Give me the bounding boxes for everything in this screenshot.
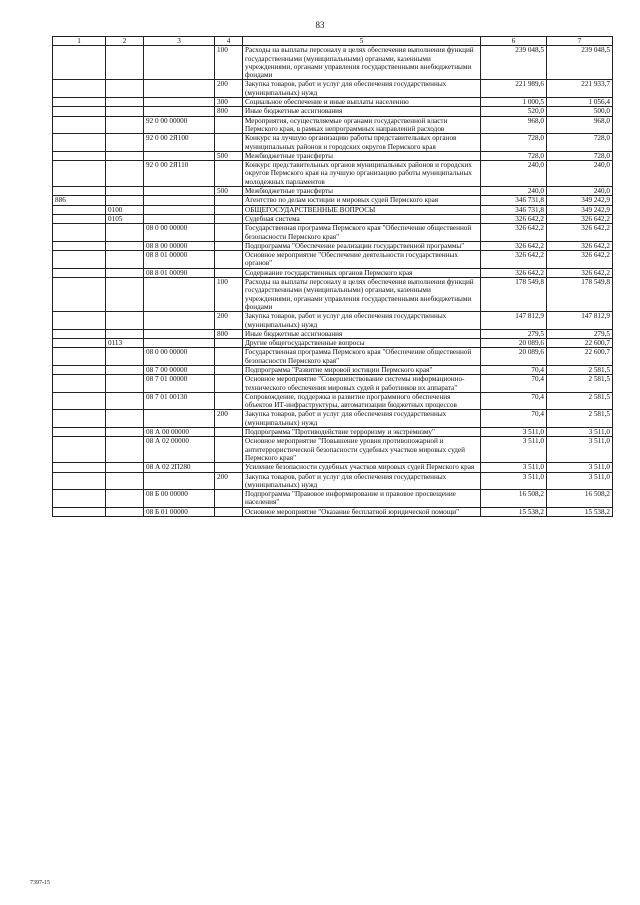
item-name-cell: Мероприятия, осуществляемые органами государственной власти Пермского края, в рамках непрограммных направлений расходов <box>243 116 481 134</box>
ministry-code-cell <box>53 392 106 410</box>
target-article-cell <box>144 107 215 116</box>
amount-year1-cell: 326 642,2 <box>481 224 547 242</box>
ministry-code-cell <box>53 339 106 348</box>
target-article-cell: 08 А 00 00000 <box>144 428 215 437</box>
header-cell: 2 <box>106 37 144 46</box>
amount-year1-cell: 240,0 <box>481 161 547 187</box>
item-name-cell: Конкурс на лучшую организацию работы представительных органов муниципальных районов и городских округов Пермского края <box>243 134 481 152</box>
item-name-cell: Государственная программа Пермского края "Обеспечение общественной безопасности Пермского края" <box>243 224 481 242</box>
target-article-cell <box>144 205 215 214</box>
expense-type-cell <box>215 251 243 269</box>
amount-year2-cell: 22 600,7 <box>547 339 613 348</box>
amount-year1-cell: 520,0 <box>481 107 547 116</box>
target-article-cell <box>144 329 215 338</box>
expense-type-cell: 500 <box>215 151 243 160</box>
amount-year1-cell: 346 731,8 <box>481 196 547 205</box>
amount-year1-cell: 70,4 <box>481 365 547 374</box>
table-row <box>53 507 613 516</box>
item-name-cell: Расходы на выплаты персоналу в целях обеспечения выполнения функций государственными (муниципальными) органами, казенными учреждениями, органами управления государственными внебюджетными фондами <box>243 278 481 312</box>
table-row <box>53 80 613 98</box>
amount-year1-cell: 326 642,2 <box>481 214 547 223</box>
ministry-code-cell <box>53 224 106 242</box>
target-article-cell <box>144 214 215 223</box>
amount-year1-cell: 279,5 <box>481 329 547 338</box>
section-code-cell <box>106 278 144 312</box>
ministry-code-cell <box>53 187 106 196</box>
page-number: 83 <box>315 20 325 30</box>
ministry-code-cell <box>53 375 106 393</box>
table-row <box>53 187 613 196</box>
section-code-cell <box>106 312 144 330</box>
ministry-code-cell <box>53 251 106 269</box>
target-article-cell <box>144 472 215 490</box>
section-code-cell <box>106 348 144 366</box>
section-code-cell <box>106 365 144 374</box>
amount-year2-cell: 326 642,2 <box>547 224 613 242</box>
section-code-cell <box>106 392 144 410</box>
amount-year2-cell: 326 642,2 <box>547 241 613 250</box>
ministry-code-cell <box>53 428 106 437</box>
target-article-cell <box>144 80 215 98</box>
table-row <box>53 329 613 338</box>
item-name-cell: Иные бюджетные ассигнования <box>243 107 481 116</box>
header-cell: 1 <box>53 37 106 46</box>
ministry-code-cell <box>53 134 106 152</box>
item-name-cell: Основное мероприятие "Повышение уровня противопожарной и антитеррористической безопасности судебных участков мировых судей Пермского края" <box>243 437 481 463</box>
expense-type-cell: 800 <box>215 329 243 338</box>
expense-type-cell: 800 <box>215 107 243 116</box>
target-article-cell: 08 8 00 00000 <box>144 241 215 250</box>
table-row <box>53 392 613 410</box>
expense-type-cell: 100 <box>215 278 243 312</box>
expense-type-cell <box>215 214 243 223</box>
section-code-cell: 0113 <box>106 339 144 348</box>
amount-year1-cell: 3 511,0 <box>481 428 547 437</box>
expense-type-cell <box>215 268 243 277</box>
table-row <box>53 268 613 277</box>
section-code-cell <box>106 107 144 116</box>
amount-year2-cell: 16 508,2 <box>547 490 613 508</box>
expense-type-cell <box>215 116 243 134</box>
item-name-cell: Подпрограмма "Противодействие терроризму и экстремизму" <box>243 428 481 437</box>
amount-year2-cell: 3 511,0 <box>547 463 613 472</box>
expense-type-cell <box>215 205 243 214</box>
amount-year1-cell: 16 508,2 <box>481 490 547 508</box>
amount-year1-cell: 3 511,0 <box>481 472 547 490</box>
item-name-cell: Подпрограмма "Развитие мировой юстиции Пермского края" <box>243 365 481 374</box>
header-cell: 7 <box>547 37 613 46</box>
amount-year1-cell: 968,0 <box>481 116 547 134</box>
table-row <box>53 428 613 437</box>
target-article-cell: 92 0 00 2Я100 <box>144 134 215 152</box>
header-cell: 5 <box>243 37 481 46</box>
table-row <box>53 348 613 366</box>
item-name-cell: Социальное обеспечение и иные выплаты населению <box>243 98 481 107</box>
expense-type-cell <box>215 463 243 472</box>
table-row <box>53 205 613 214</box>
item-name-cell: ОБЩЕГОСУДАРСТВЕННЫЕ ВОПРОСЫ <box>243 205 481 214</box>
expense-type-cell: 100 <box>215 46 243 80</box>
amount-year1-cell: 147 812,9 <box>481 312 547 330</box>
ministry-code-cell <box>53 214 106 223</box>
section-code-cell <box>106 428 144 437</box>
table-row <box>53 437 613 463</box>
ministry-code-cell <box>53 161 106 187</box>
amount-year2-cell: 3 511,0 <box>547 472 613 490</box>
target-article-cell <box>144 46 215 80</box>
target-article-cell: 08 А 02 2П280 <box>144 463 215 472</box>
table-row <box>53 365 613 374</box>
amount-year1-cell: 70,4 <box>481 410 547 428</box>
expense-type-cell <box>215 437 243 463</box>
expense-type-cell <box>215 507 243 516</box>
section-code-cell <box>106 375 144 393</box>
amount-year2-cell: 2 581,5 <box>547 410 613 428</box>
table-row <box>53 161 613 187</box>
amount-year1-cell: 15 538,2 <box>481 507 547 516</box>
table-row <box>53 241 613 250</box>
ministry-code-cell <box>53 46 106 80</box>
table-row <box>53 107 613 116</box>
amount-year1-cell: 20 089,6 <box>481 348 547 366</box>
target-article-cell: 08 7 00 00000 <box>144 365 215 374</box>
item-name-cell: Конкурс представительных органов муниципальных районов и городских округов Пермского края на лучшую организацию работы муниципальных молодежных парламентов <box>243 161 481 187</box>
amount-year2-cell: 240,0 <box>547 161 613 187</box>
item-name-cell: Закупка товаров, работ и услуг для обеспечения государственных (муниципальных) нужд <box>243 410 481 428</box>
section-code-cell: 0105 <box>106 214 144 223</box>
ministry-code-cell <box>53 268 106 277</box>
target-article-cell: 92 0 00 2Я110 <box>144 161 215 187</box>
ministry-code-cell <box>53 329 106 338</box>
ministry-code-cell <box>53 80 106 98</box>
target-article-cell <box>144 312 215 330</box>
section-code-cell <box>106 251 144 269</box>
amount-year1-cell: 326 642,2 <box>481 241 547 250</box>
section-code-cell <box>106 268 144 277</box>
section-code-cell <box>106 224 144 242</box>
section-code-cell <box>106 507 144 516</box>
amount-year2-cell: 2 581,5 <box>547 365 613 374</box>
header-cell: 3 <box>144 37 215 46</box>
table-row <box>53 116 613 134</box>
section-code-cell <box>106 241 144 250</box>
expense-type-cell <box>215 241 243 250</box>
table-row <box>53 134 613 152</box>
expense-type-cell: 200 <box>215 410 243 428</box>
target-article-cell <box>144 187 215 196</box>
section-code-cell <box>106 151 144 160</box>
amount-year2-cell: 239 048,5 <box>547 46 613 80</box>
section-code-cell <box>106 329 144 338</box>
amount-year2-cell: 279,5 <box>547 329 613 338</box>
ministry-code-cell <box>53 490 106 508</box>
ministry-code-cell <box>53 507 106 516</box>
table-row <box>53 472 613 490</box>
amount-year2-cell: 326 642,2 <box>547 251 613 269</box>
section-code-cell <box>106 490 144 508</box>
item-name-cell: Иные бюджетные ассигнования <box>243 329 481 338</box>
expense-type-cell: 300 <box>215 98 243 107</box>
ministry-code-cell <box>53 348 106 366</box>
expense-type-cell <box>215 375 243 393</box>
ministry-code-cell <box>53 463 106 472</box>
table-row <box>53 339 613 348</box>
target-article-cell <box>144 98 215 107</box>
section-code-cell <box>106 472 144 490</box>
table-row <box>53 214 613 223</box>
ministry-code-cell <box>53 312 106 330</box>
amount-year1-cell: 20 089,6 <box>481 339 547 348</box>
item-name-cell: Расходы на выплаты персоналу в целях обеспечения выполнения функций государственными (муниципальными) органами, казенными учреждениями, органами управления государственными внебюджетными фондами <box>243 46 481 80</box>
table-row <box>53 490 613 508</box>
table-row <box>53 312 613 330</box>
target-article-cell: 08 8 01 00000 <box>144 251 215 269</box>
expense-type-cell: 500 <box>215 187 243 196</box>
section-code-cell <box>106 116 144 134</box>
amount-year2-cell: 349 242,9 <box>547 205 613 214</box>
section-code-cell <box>106 80 144 98</box>
target-article-cell <box>144 339 215 348</box>
amount-year1-cell: 3 511,0 <box>481 437 547 463</box>
amount-year1-cell: 221 989,6 <box>481 80 547 98</box>
item-name-cell: Государственная программа Пермского края "Обеспечение общественной безопасности Пермского края" <box>243 348 481 366</box>
table-row <box>53 375 613 393</box>
amount-year1-cell: 1 000,5 <box>481 98 547 107</box>
footer-code: 7397-15 <box>30 880 50 886</box>
table-row <box>53 251 613 269</box>
item-name-cell: Межбюджетные трансферты <box>243 187 481 196</box>
amount-year1-cell: 728,0 <box>481 134 547 152</box>
amount-year2-cell: 178 549,8 <box>547 278 613 312</box>
item-name-cell: Закупка товаров, работ и услуг для обеспечения государственных (муниципальных) нужд <box>243 312 481 330</box>
amount-year1-cell: 178 549,8 <box>481 278 547 312</box>
amount-year2-cell: 1 056,4 <box>547 98 613 107</box>
target-article-cell: 92 0 00 00000 <box>144 116 215 134</box>
amount-year1-cell: 326 642,2 <box>481 251 547 269</box>
expense-type-cell <box>215 339 243 348</box>
ministry-code-cell <box>53 151 106 160</box>
amount-year2-cell: 968,0 <box>547 116 613 134</box>
amount-year2-cell: 728,0 <box>547 151 613 160</box>
ministry-code-cell: 886 <box>53 196 106 205</box>
ministry-code-cell <box>53 116 106 134</box>
amount-year2-cell: 349 242,9 <box>547 196 613 205</box>
target-article-cell <box>144 151 215 160</box>
item-name-cell: Другие общегосударственные вопросы <box>243 339 481 348</box>
section-code-cell: 0100 <box>106 205 144 214</box>
ministry-code-cell <box>53 98 106 107</box>
expense-type-cell <box>215 134 243 152</box>
amount-year2-cell: 728,0 <box>547 134 613 152</box>
target-article-cell: 08 7 01 00130 <box>144 392 215 410</box>
section-code-cell <box>106 98 144 107</box>
section-code-cell <box>106 134 144 152</box>
amount-year2-cell: 2 581,5 <box>547 392 613 410</box>
ministry-code-cell <box>53 410 106 428</box>
ministry-code-cell <box>53 241 106 250</box>
ministry-code-cell <box>53 472 106 490</box>
item-name-cell: Закупка товаров, работ и услуг для обеспечения государственных (муниципальных) нужд <box>243 80 481 98</box>
expense-type-cell <box>215 490 243 508</box>
item-name-cell: Сопровождение, поддержка и развитие программного обеспечения объектов ИТ-инфраструктуры, автоматизации бюджетных процессов <box>243 392 481 410</box>
table-header-row <box>53 37 613 46</box>
amount-year2-cell: 326 642,2 <box>547 214 613 223</box>
table-row <box>53 196 613 205</box>
amount-year2-cell: 2 581,5 <box>547 375 613 393</box>
expense-type-cell <box>215 196 243 205</box>
item-name-cell: Судебная система <box>243 214 481 223</box>
amount-year2-cell: 240,0 <box>547 187 613 196</box>
item-name-cell: Закупка товаров, работ и услуг для обеспечения государственных (муниципальных) нужд <box>243 472 481 490</box>
ministry-code-cell <box>53 278 106 312</box>
expense-type-cell <box>215 365 243 374</box>
expense-type-cell <box>215 428 243 437</box>
amount-year1-cell: 239 048,5 <box>481 46 547 80</box>
amount-year2-cell: 500,0 <box>547 107 613 116</box>
section-code-cell <box>106 437 144 463</box>
item-name-cell: Основное мероприятие "Оказание бесплатной юридической помощи" <box>243 507 481 516</box>
amount-year2-cell: 15 538,2 <box>547 507 613 516</box>
item-name-cell: Подпрограмма "Правовое информирование и правовое просвещение населения" <box>243 490 481 508</box>
ministry-code-cell <box>53 437 106 463</box>
target-article-cell <box>144 410 215 428</box>
item-name-cell: Усиление безопасности судебных участков мировых судей Пермского края <box>243 463 481 472</box>
target-article-cell: 08 Б 01 00000 <box>144 507 215 516</box>
table-row <box>53 46 613 80</box>
ministry-code-cell <box>53 365 106 374</box>
amount-year2-cell: 3 511,0 <box>547 437 613 463</box>
target-article-cell: 08 8 01 00090 <box>144 268 215 277</box>
table-row <box>53 410 613 428</box>
section-code-cell <box>106 196 144 205</box>
item-name-cell: Агентство по делам юстиции и мировых судей Пермского края <box>243 196 481 205</box>
section-code-cell <box>106 161 144 187</box>
expense-type-cell <box>215 224 243 242</box>
amount-year2-cell: 221 933,7 <box>547 80 613 98</box>
ministry-code-cell <box>53 107 106 116</box>
amount-year1-cell: 70,4 <box>481 375 547 393</box>
amount-year2-cell: 147 812,9 <box>547 312 613 330</box>
header-cell: 4 <box>215 37 243 46</box>
amount-year1-cell: 3 511,0 <box>481 463 547 472</box>
table-row <box>53 278 613 312</box>
item-name-cell: Основное мероприятие "Обеспечение деятельности государственных органов" <box>243 251 481 269</box>
table-row <box>53 224 613 242</box>
section-code-cell <box>106 187 144 196</box>
table-row <box>53 151 613 160</box>
item-name-cell: Межбюджетные трансферты <box>243 151 481 160</box>
ministry-code-cell <box>53 205 106 214</box>
header-cell: 6 <box>481 37 547 46</box>
expense-type-cell <box>215 161 243 187</box>
expense-type-cell: 200 <box>215 312 243 330</box>
item-name-cell: Подпрограмма "Обеспечение реализации государственной программы" <box>243 241 481 250</box>
target-article-cell <box>144 278 215 312</box>
section-code-cell <box>106 410 144 428</box>
expense-type-cell <box>215 348 243 366</box>
amount-year1-cell: 326 642,2 <box>481 268 547 277</box>
amount-year2-cell: 3 511,0 <box>547 428 613 437</box>
amount-year1-cell: 346 731,8 <box>481 205 547 214</box>
target-article-cell: 08 0 00 00000 <box>144 224 215 242</box>
amount-year1-cell: 240,0 <box>481 187 547 196</box>
table-row <box>53 463 613 472</box>
table-row <box>53 98 613 107</box>
target-article-cell: 08 А 02 00000 <box>144 437 215 463</box>
target-article-cell: 08 0 00 00000 <box>144 348 215 366</box>
amount-year2-cell: 22 600,7 <box>547 348 613 366</box>
budget-table <box>52 36 613 517</box>
amount-year1-cell: 70,4 <box>481 392 547 410</box>
target-article-cell: 08 Б 00 00000 <box>144 490 215 508</box>
section-code-cell <box>106 463 144 472</box>
item-name-cell: Содержание государственных органов Пермского края <box>243 268 481 277</box>
expense-type-cell: 200 <box>215 472 243 490</box>
section-code-cell <box>106 46 144 80</box>
amount-year2-cell: 326 642,2 <box>547 268 613 277</box>
item-name-cell: Основное мероприятие "Совершенствование системы информационно-технического обеспечения мировых судей и работников их аппарата" <box>243 375 481 393</box>
amount-year1-cell: 728,0 <box>481 151 547 160</box>
target-article-cell <box>144 196 215 205</box>
target-article-cell: 08 7 01 00000 <box>144 375 215 393</box>
expense-type-cell <box>215 392 243 410</box>
expense-type-cell: 200 <box>215 80 243 98</box>
